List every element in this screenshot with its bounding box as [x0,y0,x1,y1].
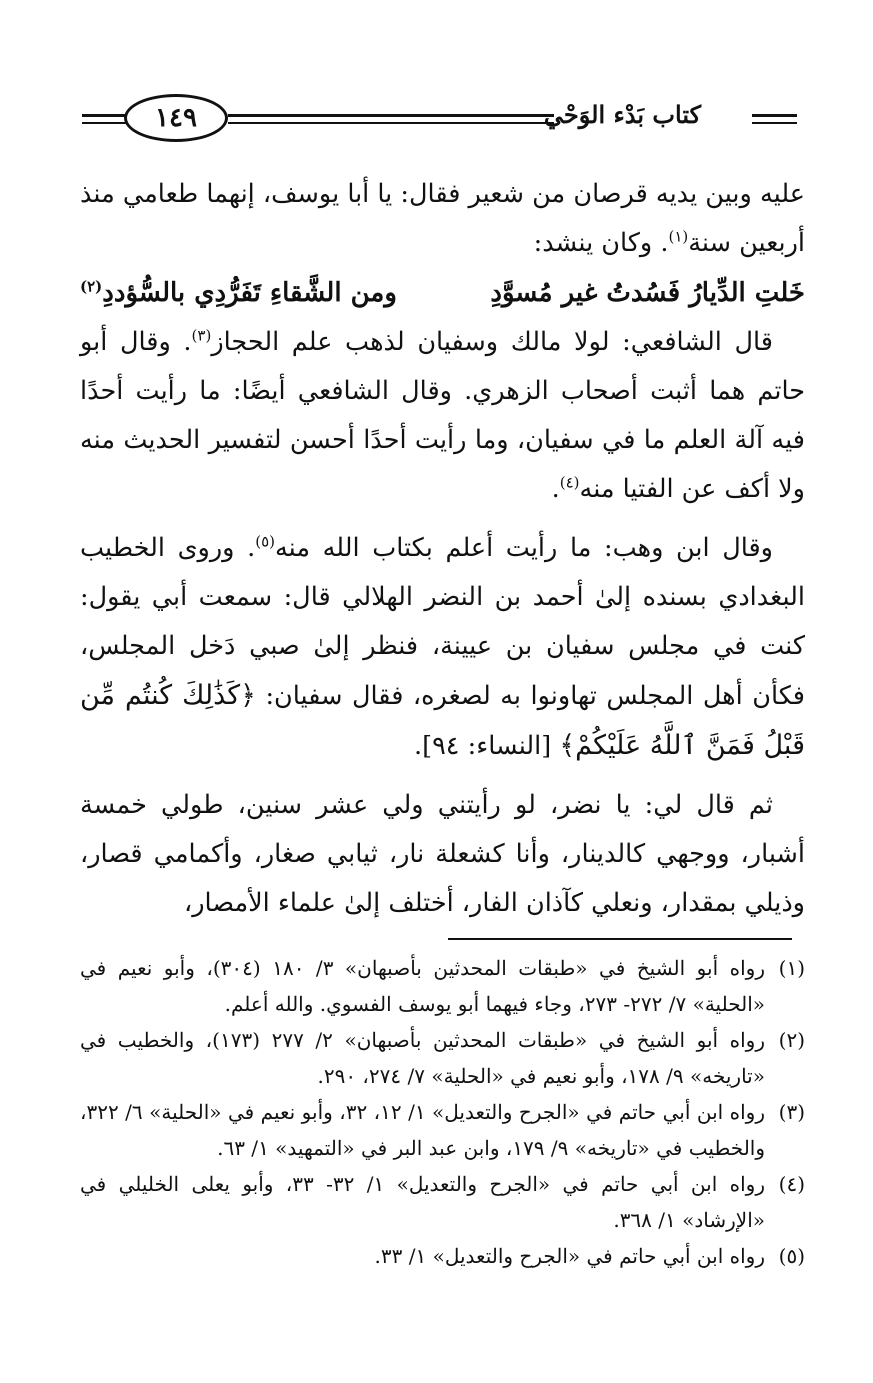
poem-second-hemistich-wrap [80,268,397,318]
footnote-ref-4: (٤) [559,473,580,492]
poem-verse [80,268,805,318]
paragraph-1-text: عليه وبين يديه قرصان من شعير فقال: يا أبا يوسف، إنهما طعامي منذ أربعين سنة [80,179,805,258]
paragraph-2-text: قال الشافعي: لولا مالك وسفيان لذهب علم الحجاز [211,327,773,357]
paragraph-1-text-end: . وكان ينشد: [533,228,669,258]
footnote-text: رواه أبو الشيخ في «طبقات المحدثين بأصبهان» ٢/ ٢٧٧ (١٧٣)، والخطيب في «تاريخه» ٩/ ١٧٨، وأبو نعيم في «الحلية» ٧/ ٢٧٤، ٢٩٠. [80,1028,765,1088]
footnote-number: (١) [778,956,805,980]
footnote-separator [448,938,792,940]
footnote-ref-3: (٣) [191,326,212,345]
header-rule-middle-top [228,114,554,117]
poem-second-hemistich: ومن الشَّقاءِ تَفَرُّدِي بالسُّؤددِ [102,278,397,308]
footnote-number: (٥) [778,1244,805,1268]
footnote-ref-2: (٢) [80,277,103,296]
paragraph-2-text-mid: . وقال أبو حاتم هما أثبت أصحاب الزهري. وقال الشافعي أيضًا: ما رأيت أحدًا فيه آلة العلم ما في سفيان، وما رأيت أحدًا أحسن لتفسير الحديث منه ولا أكف عن الفتيا منه [80,327,805,504]
book-title: كتاب بَدْء الوَحْي [543,100,701,129]
footnote-item [80,1238,805,1274]
paragraph-2-text-end: . [551,474,560,504]
footnote-text: رواه ابن أبي حاتم في «الجرح والتعديل» ١/ ٣٢- ٣٣، وأبو يعلى الخليلي في «الإرشاد» ١/ ٣٦٨. [80,1172,765,1232]
paragraph-3 [80,524,805,771]
footnote-item [80,1022,805,1094]
footnote-item [80,950,805,1022]
header-rule-right-top [752,114,797,117]
header-rule-middle-bottom [228,122,554,124]
header-rule-left-top [82,114,126,117]
paragraph-3-text: وقال ابن وهب: ما رأيت أعلم بكتاب الله منه [274,533,773,563]
footnote-ref-5: (٥) [255,532,275,551]
footnote-text: رواه ابن أبي حاتم في «الجرح والتعديل» ١/ ٣٣. [374,1244,765,1268]
footnote-ref-1: (١) [668,227,689,246]
paragraph-1 [80,170,805,268]
footnote-item [80,1094,805,1166]
footnote-number: (٣) [778,1100,805,1124]
quran-reference: [النساء: ٩٤]. [414,731,552,761]
footnote-number: (٤) [778,1172,805,1196]
paragraph-3-text-end: . وروى الخطيب البغدادي بسنده إلىٰ أحمد بن النضر الهلالي قال: سمعت أبي يقول: كنت في مجلس سفيان بن عيينة، فنظر إلىٰ صبي دَخل المجلس، فكأن أهل المجلس تهاونوا به لصغره، فقال سفيان: [80,533,805,711]
paragraph-2 [80,318,805,514]
footnote-text: رواه أبو الشيخ في «طبقات المحدثين بأصبهان» ٣/ ١٨٠ (٣٠٤)، وأبو نعيم في «الحلية» ٧/ ٢٧٢- ٢٧٣، وجاء فيهما أبو يوسف الفسوي. والله أعلم. [80,956,765,1016]
quran-verse: ﴿كَذَٰلِكَ كُنتُم مِّن قَبْلُ فَمَنَّ ٱللَّهُ عَلَيْكُمْ﴾ [80,680,805,761]
poem-first-hemistich: خَلتِ الدِّيارُ فَسُدتُ غير مُسوَّدِ [490,278,805,308]
footnotes [80,950,805,1274]
footnote-text: رواه ابن أبي حاتم في «الجرح والتعديل» ١/ ١٢، ٣٢، وأبو نعيم في «الحلية» ٦/ ٣٢٢، والخطيب في «تاريخه» ٩/ ١٧٩، وابن عبد البر في «التمهيد» ١/ ٦٣. [80,1100,765,1160]
footnote-number: (٢) [778,1028,805,1052]
header-rule-right-bottom [752,122,797,124]
footnote-item [80,1166,805,1238]
main-text [80,170,805,928]
page-header [82,92,797,152]
header-rule-left-bottom [82,122,126,124]
page-number: ١٤٩ [124,94,228,142]
paragraph-4: ثم قال لي: يا نضر، لو رأيتني ولي عشر سنين، طولي خمسة أشبار، ووجهي كالدينار، وأنا كشعلة نار، ثيابي صغار، وأكمامي قصار، وذيلي بمقدار، ونعلي كآذان الفار، أختلف إلىٰ علماء الأمصار، [80,790,805,918]
